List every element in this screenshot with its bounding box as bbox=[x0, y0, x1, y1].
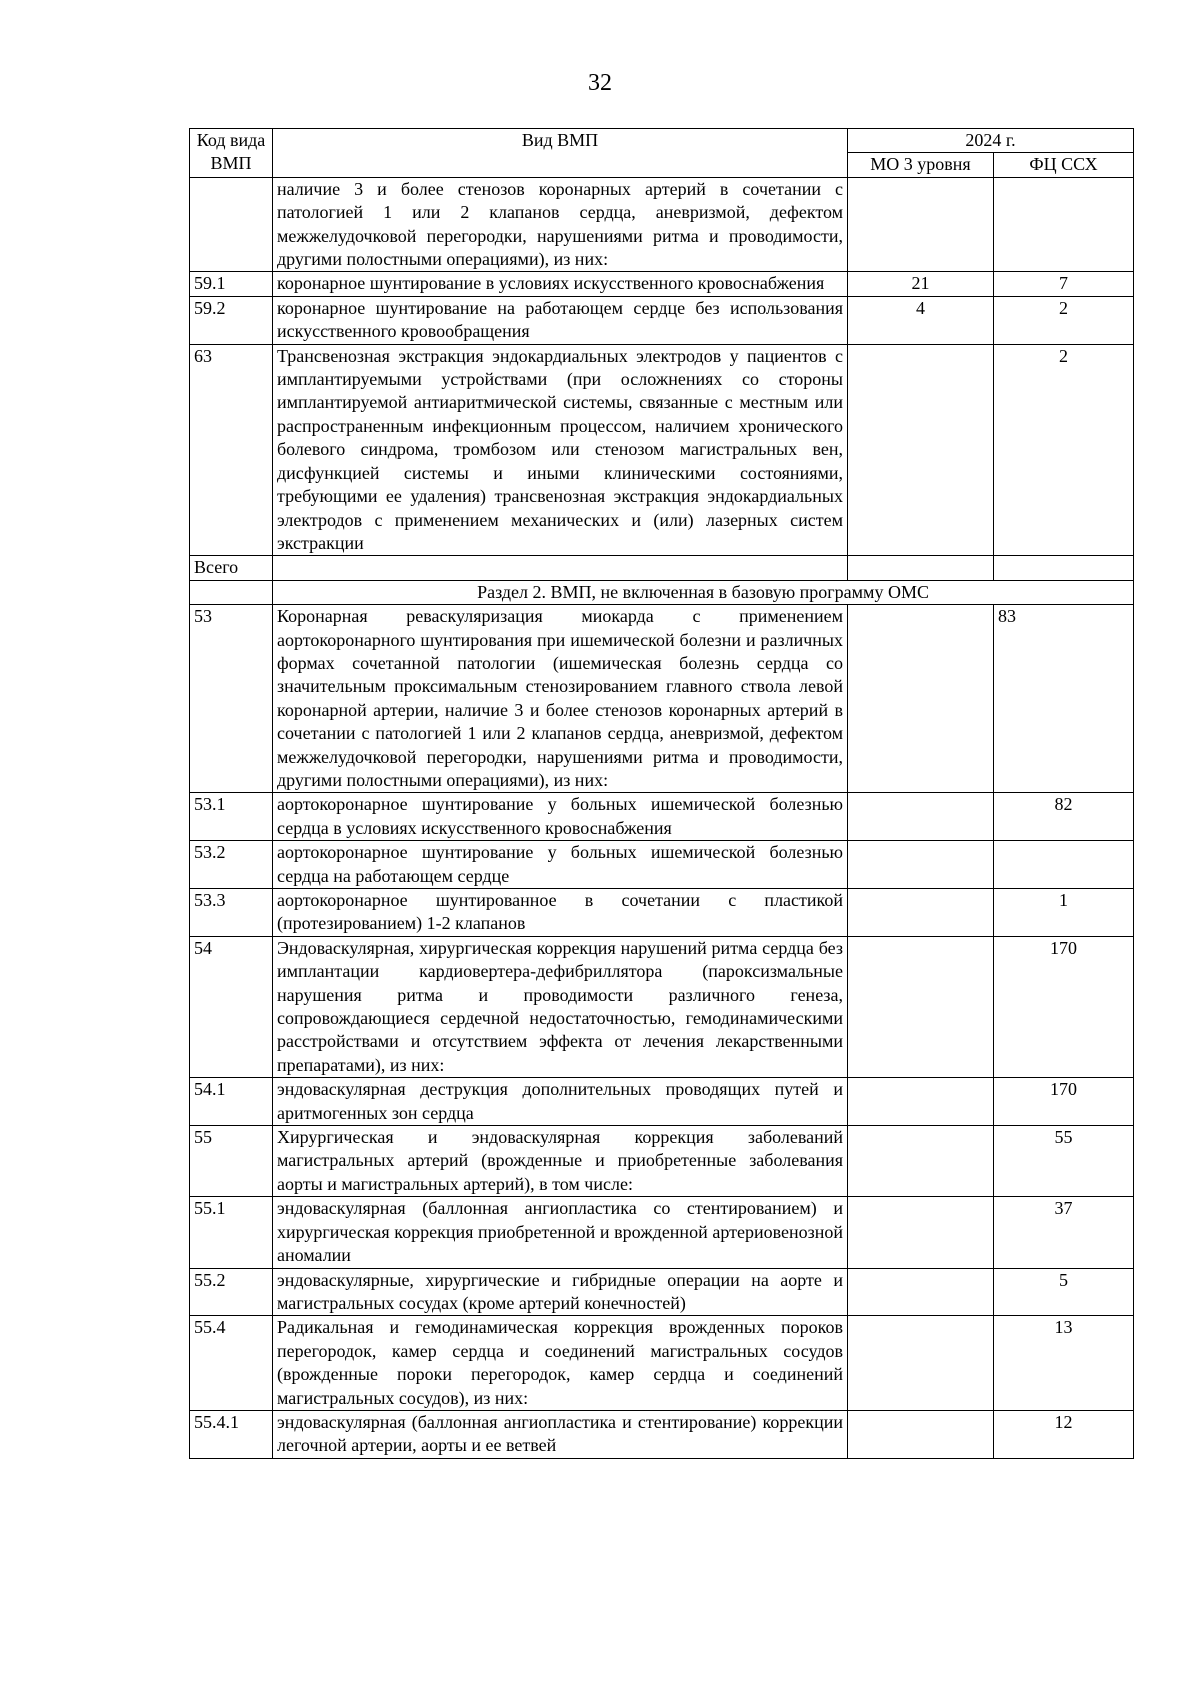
row-kind: Эндоваскулярная, хирургическая коррекция нарушений ритма сердца без имплантации кардиовертера-дефибриллятора (пароксизмальные нарушения ритма и проводимости различного генеза, сопровождающиеся сердечной недостаточностью, гемодинамическими расстройствами и отсутствием эффекта от лечения лекарственными препаратами), из них: bbox=[273, 936, 848, 1077]
row-mo bbox=[848, 889, 994, 937]
row-code: 63 bbox=[190, 344, 273, 556]
table-row bbox=[190, 1197, 1134, 1268]
row-mo bbox=[848, 1268, 994, 1316]
table-header-row bbox=[190, 129, 1134, 153]
row-kind: Хирургическая и эндоваскулярная коррекция заболеваний магистральных артерий (врожденные и приобретенные заболевания аорты и магистральных артерий), в том числе: bbox=[273, 1126, 848, 1197]
row-mo bbox=[848, 841, 994, 889]
row-mo bbox=[848, 344, 994, 556]
table-row bbox=[190, 177, 1134, 272]
row-code: 55.1 bbox=[190, 1197, 273, 1268]
row-fc bbox=[994, 177, 1134, 272]
row-kind: Трансвенозная экстракция эндокардиальных электродов у пациентов с имплантируемыми устройствами (при осложнениях со стороны имплантируемой антиаритмической системы, связанные с местным или распространенным инфекционным процессом, наличием хронического болевого синдрома, тромбозом или стенозом магистральных вен, дисфункцией системы и иными клиническими состояниями, требующими ее удаления) трансвенозная экстракция эндокардиальных электродов с применением механических и (или) лазерных систем экстракции bbox=[273, 344, 848, 556]
section-title: Раздел 2. ВМП, не включенная в базовую программу ОМС bbox=[273, 580, 1134, 604]
row-fc: 2 bbox=[994, 296, 1134, 344]
row-code: 55 bbox=[190, 1126, 273, 1197]
total-fc bbox=[994, 556, 1134, 580]
row-kind: наличие 3 и более стенозов коронарных артерий в сочетании с патологией 1 или 2 клапанов сердца, аневризмой, дефектом межжелудочковой перегородки, нарушениями ритма и проводимости, другими полостными операциями), из них: bbox=[273, 177, 848, 272]
table-row bbox=[190, 1126, 1134, 1197]
row-mo bbox=[848, 1316, 994, 1411]
row-fc: 13 bbox=[994, 1316, 1134, 1411]
row-fc bbox=[994, 841, 1134, 889]
section-row bbox=[190, 580, 1134, 604]
header-fc: ФЦ ССХ bbox=[994, 153, 1134, 177]
table-row bbox=[190, 889, 1134, 937]
row-code bbox=[190, 177, 273, 272]
row-kind: эндоваскулярная (баллонная ангиопластика со стентированием) и хирургическая коррекция приобретенной и врожденной артериовенозной аномалии bbox=[273, 1197, 848, 1268]
row-mo: 4 bbox=[848, 296, 994, 344]
row-mo bbox=[848, 605, 994, 793]
table-row bbox=[190, 344, 1134, 556]
row-code: 53.2 bbox=[190, 841, 273, 889]
row-fc: 7 bbox=[994, 272, 1134, 296]
table-body-section-2 bbox=[190, 605, 1134, 1459]
row-fc: 170 bbox=[994, 936, 1134, 1077]
row-mo bbox=[848, 1078, 994, 1126]
row-code: 55.2 bbox=[190, 1268, 273, 1316]
row-kind: эндоваскулярные, хирургические и гибридные операции на аорте и магистральных сосудах (кроме артерий конечностей) bbox=[273, 1268, 848, 1316]
row-mo bbox=[848, 1410, 994, 1458]
table-row bbox=[190, 1316, 1134, 1411]
vmp-table bbox=[189, 128, 1134, 1459]
row-kind: аортокоронарное шунтирование у больных ишемической болезнью сердца на работающем сердце bbox=[273, 841, 848, 889]
header-kind: Вид ВМП bbox=[273, 129, 848, 178]
row-code: 53.3 bbox=[190, 889, 273, 937]
page-number: 32 bbox=[588, 70, 612, 96]
row-kind: эндоваскулярная деструкция дополнительных проводящих путей и аритмогенных зон сердца bbox=[273, 1078, 848, 1126]
row-mo bbox=[848, 1126, 994, 1197]
row-kind: Коронарная реваскуляризация миокарда с применением аортокоронарного шунтирования при ишемической болезни и различных формах сочетанной патологии (ишемическая болезнь сердца со значительным проксимальным стенозированием главного ствола левой коронарной артерии, наличие 3 и более стенозов коронарных артерий в сочетании с патологией 1 или 2 клапанов сердца, аневризмой, дефектом межжелудочковой перегородки, нарушениями ритма и проводимости, другими полостными операциями), из них: bbox=[273, 605, 848, 793]
row-mo bbox=[848, 177, 994, 272]
total-kind bbox=[273, 556, 848, 580]
row-mo bbox=[848, 1197, 994, 1268]
row-kind: эндоваскулярная (баллонная ангиопластика и стентирование) коррекции легочной артерии, аорты и ее ветвей bbox=[273, 1410, 848, 1458]
total-row bbox=[190, 556, 1134, 580]
header-year: 2024 г. bbox=[848, 129, 1134, 153]
row-code: 53 bbox=[190, 605, 273, 793]
row-fc: 2 bbox=[994, 344, 1134, 556]
header-mo: МО 3 уровня bbox=[848, 153, 994, 177]
table-total bbox=[190, 556, 1134, 605]
row-kind: коронарное шунтирование на работающем сердце без использования искусственного кровообращения bbox=[273, 296, 848, 344]
row-kind: коронарное шунтирование в условиях искусственного кровоснабжения bbox=[273, 272, 848, 296]
row-fc: 5 bbox=[994, 1268, 1134, 1316]
table-row bbox=[190, 1268, 1134, 1316]
row-code: 55.4.1 bbox=[190, 1410, 273, 1458]
row-fc: 170 bbox=[994, 1078, 1134, 1126]
row-fc: 55 bbox=[994, 1126, 1134, 1197]
row-code: 54.1 bbox=[190, 1078, 273, 1126]
row-mo bbox=[848, 936, 994, 1077]
row-kind: Радикальная и гемодинамическая коррекция врожденных пороков перегородок, камер сердца и соединений магистральных сосудов (врожденные пороки перегородок, камер сердца и соединений магистральных сосудов), из них: bbox=[273, 1316, 848, 1411]
table-row bbox=[190, 296, 1134, 344]
row-mo bbox=[848, 793, 994, 841]
table-row bbox=[190, 936, 1134, 1077]
table-row bbox=[190, 272, 1134, 296]
table-row bbox=[190, 1410, 1134, 1458]
table-row bbox=[190, 1078, 1134, 1126]
table-row bbox=[190, 841, 1134, 889]
row-mo: 21 bbox=[848, 272, 994, 296]
row-fc: 82 bbox=[994, 793, 1134, 841]
row-fc: 37 bbox=[994, 1197, 1134, 1268]
row-fc: 12 bbox=[994, 1410, 1134, 1458]
row-fc: 1 bbox=[994, 889, 1134, 937]
header-code: Код вида ВМП bbox=[190, 129, 273, 178]
row-fc: 83 bbox=[994, 605, 1134, 793]
row-code: 53.1 bbox=[190, 793, 273, 841]
row-kind: аортокоронарное шунтирование у больных ишемической болезнью сердца в условиях искусственного кровоснабжения bbox=[273, 793, 848, 841]
table-row bbox=[190, 605, 1134, 793]
row-code: 54 bbox=[190, 936, 273, 1077]
total-mo bbox=[848, 556, 994, 580]
row-code: 59.1 bbox=[190, 272, 273, 296]
section-code bbox=[190, 580, 273, 604]
row-kind: аортокоронарное шунтированное в сочетании с пластикой (протезированием) 1-2 клапанов bbox=[273, 889, 848, 937]
total-label: Всего bbox=[190, 556, 273, 580]
row-code: 55.4 bbox=[190, 1316, 273, 1411]
table-body-section-1 bbox=[190, 177, 1134, 556]
row-code: 59.2 bbox=[190, 296, 273, 344]
table-row bbox=[190, 793, 1134, 841]
